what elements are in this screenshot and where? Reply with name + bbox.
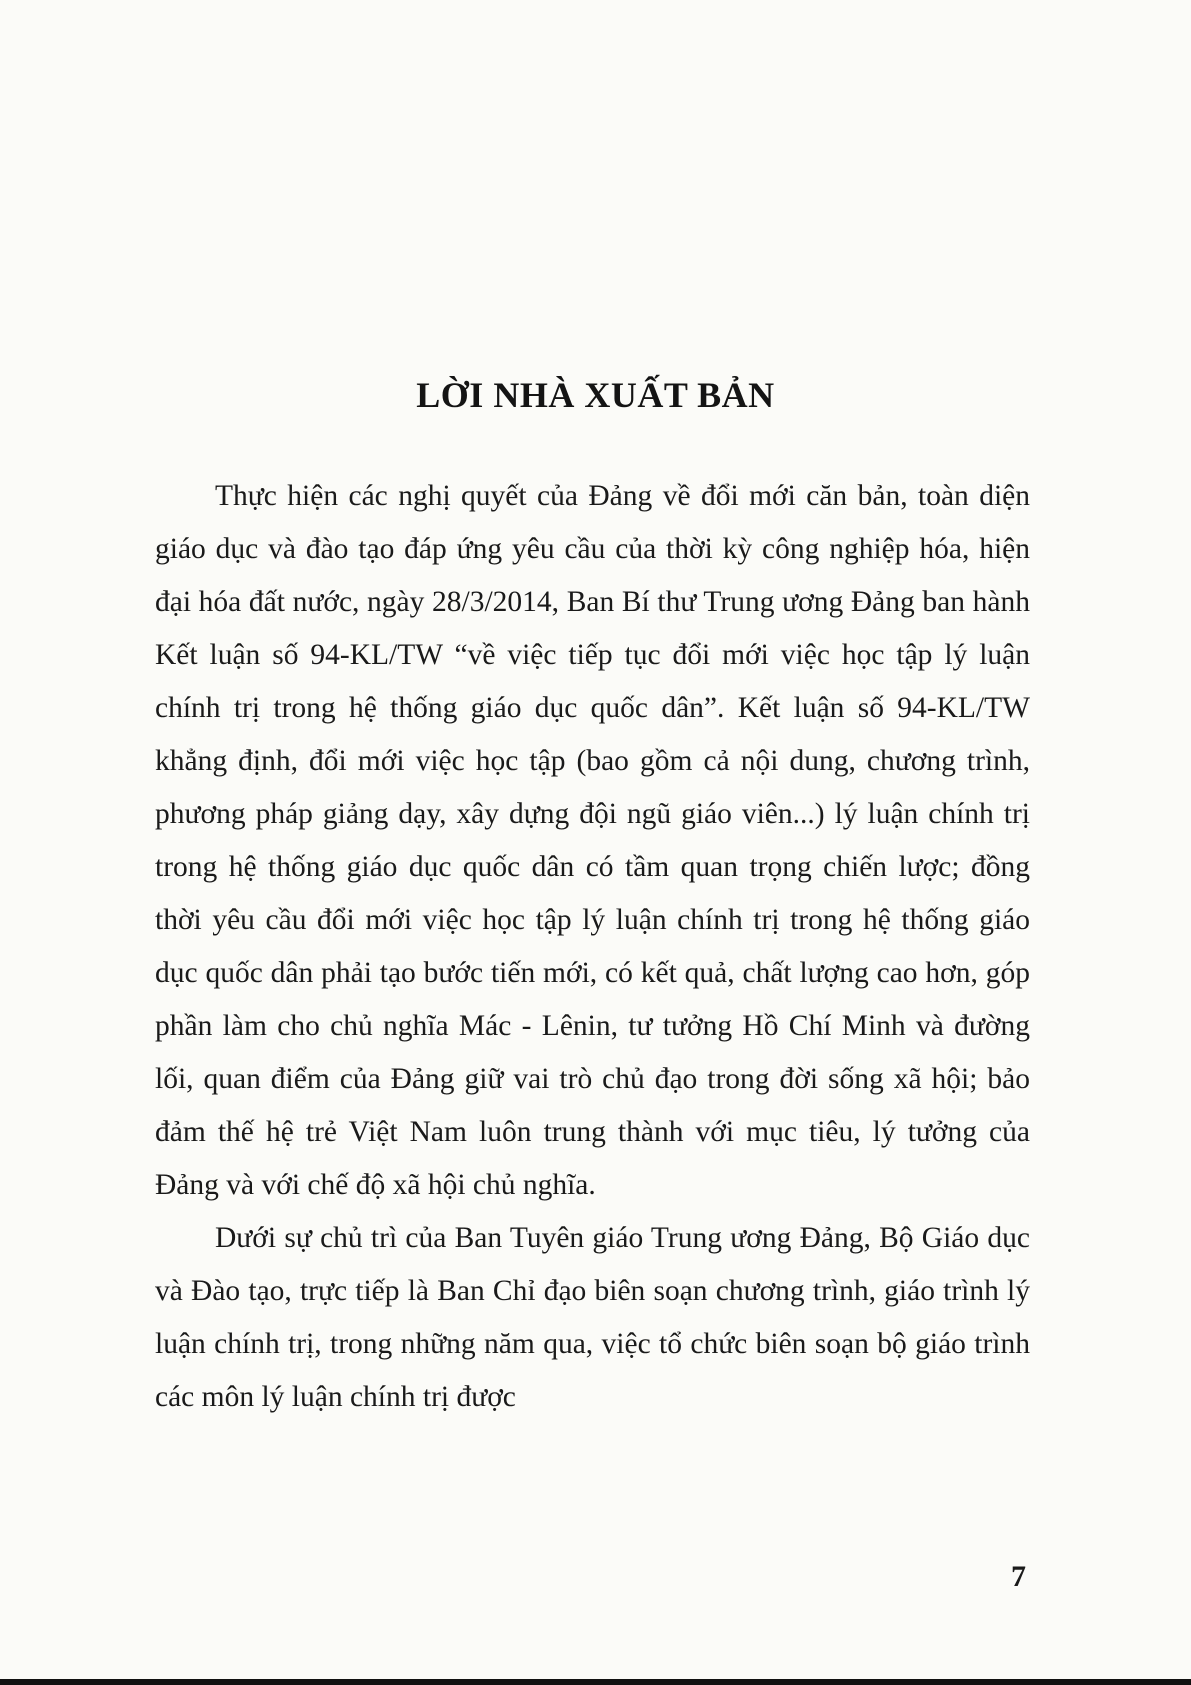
page-title: LỜI NHÀ XUẤT BẢN — [416, 375, 775, 416]
page-number: 7 — [1011, 1560, 1026, 1593]
scan-edge-band — [0, 1679, 1191, 1685]
paragraph-2: Dưới sự chủ trì của Ban Tuyên giáo Trung ương Đảng, Bộ Giáo dục và Đào tạo, trực tiếp là Ban Chỉ đạo biên soạn chương trình, giáo trình lý luận chính trị, trong những năm qua, việc tổ chức biên soạn bộ giáo trình các môn lý luận chính trị được — [155, 1222, 1030, 1413]
body-text — [155, 470, 1030, 1424]
paragraph-1: Thực hiện các nghị quyết của Đảng về đổi mới căn bản, toàn diện giáo dục và đào tạo đáp ứng yêu cầu của thời kỳ công nghiệp hóa, hiện đại hóa đất nước, ngày 28/3/2014, Ban Bí thư Trung ương Đảng ban hành Kết luận số 94-KL/TW “về việc tiếp tục đổi mới việc học tập lý luận chính trị trong hệ thống giáo dục quốc dân”. Kết luận số 94-KL/TW khẳng định, đổi mới việc học tập (bao gồm cả nội dung, chương trình, phương pháp giảng dạy, xây dựng đội ngũ giáo viên...) lý luận chính trị trong hệ thống giáo dục quốc dân có tầm quan trọng chiến lược; đồng thời yêu cầu đổi mới việc học tập lý luận chính trị trong hệ thống giáo dục quốc dân phải tạo bước tiến mới, có kết quả, chất lượng cao hơn, góp phần làm cho chủ nghĩa Mác - Lênin, tư tưởng Hồ Chí Minh và đường lối, quan điểm của Đảng giữ vai trò chủ đạo trong đời sống xã hội; bảo đảm thế hệ trẻ Việt Nam luôn trung thành với mục tiêu, lý tưởng của Đảng và với chế độ xã hội chủ nghĩa. — [155, 480, 1030, 1201]
